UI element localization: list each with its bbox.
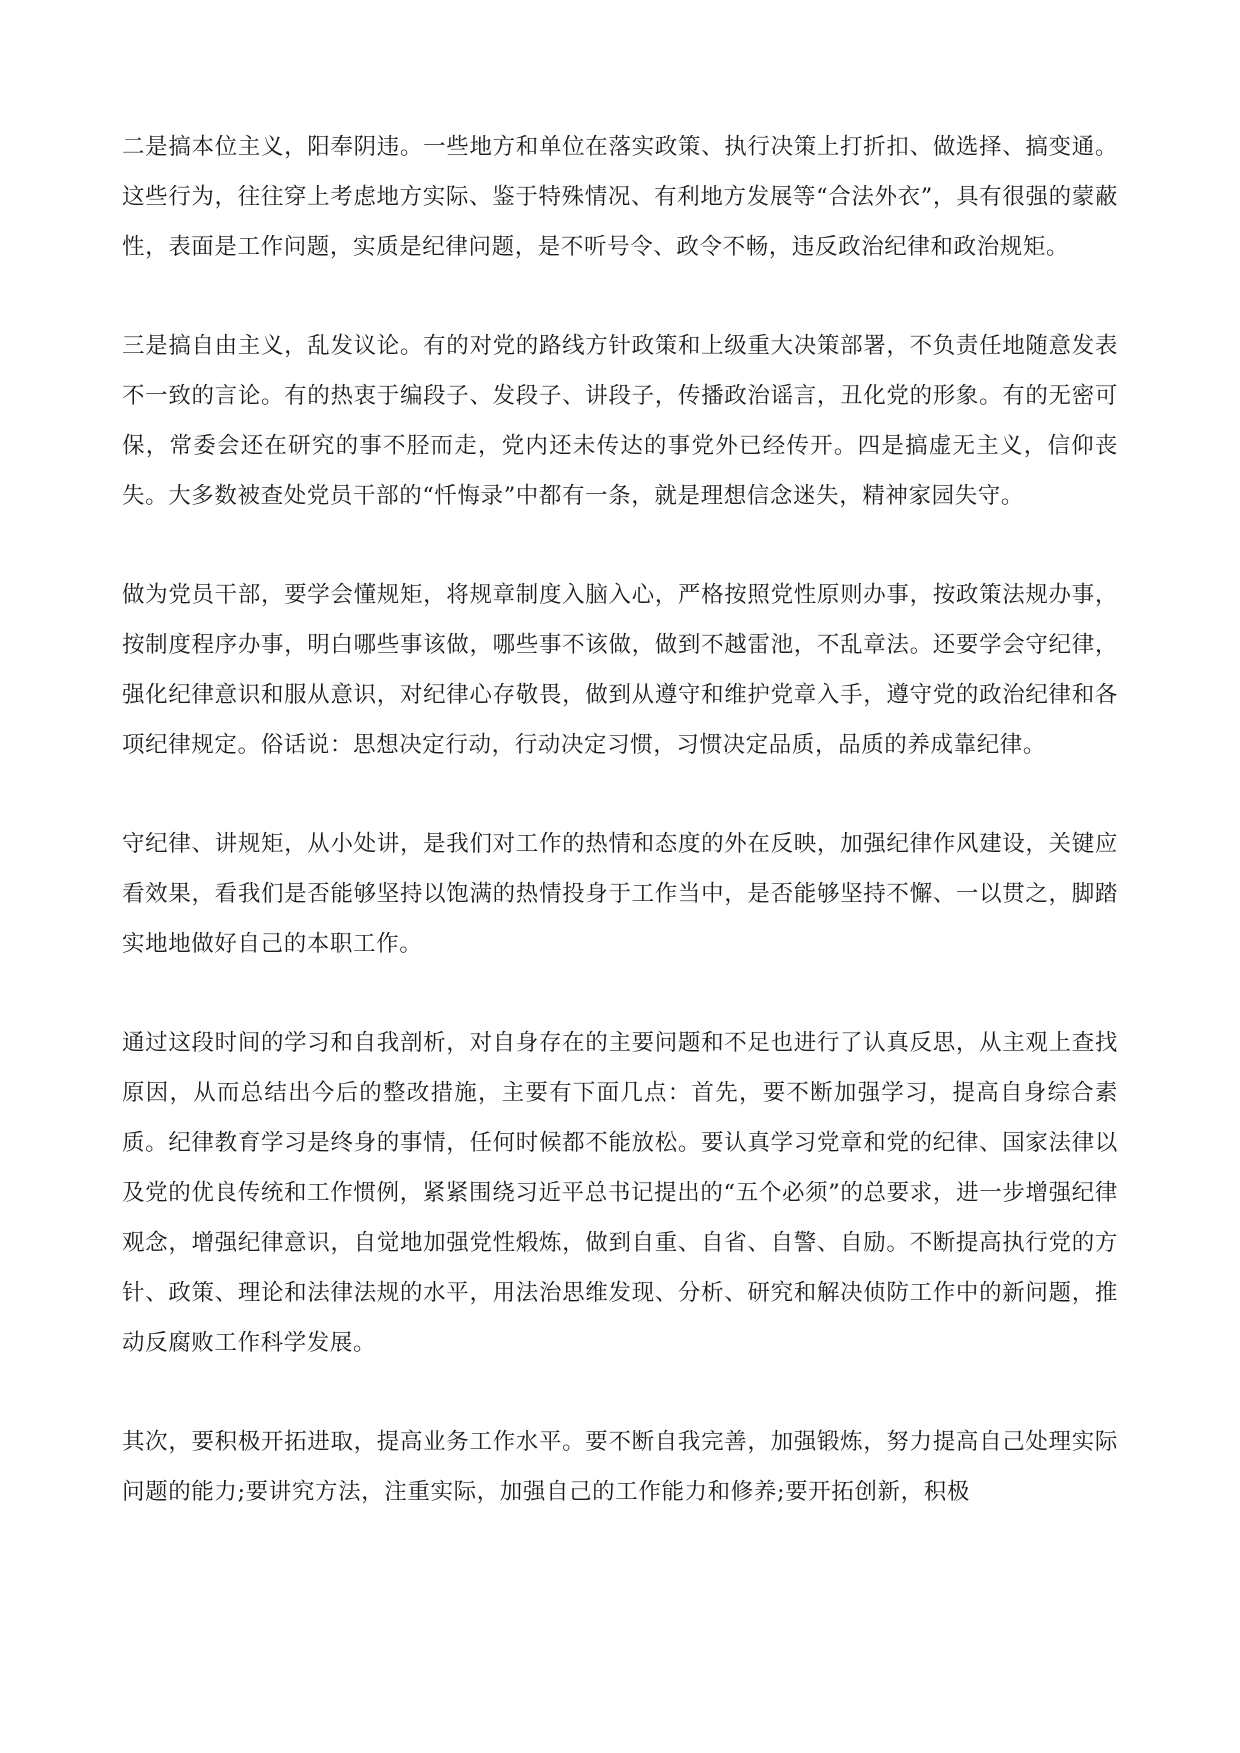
paragraph-5: 通过这段时间的学习和自我剖析，对自身存在的主要问题和不足也进行了认真反思，从主观上查找原因，从而总结出今后的整改措施，主要有下面几点：首先，要不断加强学习，提高自身综合素质。纪律教育学习是终身的事情，任何时候都不能放松。要认真学习党章和党的纪律、国家法律以及党的优良传统和工作惯例，紧紧围绕习近平总书记提出的“五个必须”的总要求，进一步增强纪律观念，增强纪律意识，自觉地加强党性煅炼，做到自重、自省、自警、自励。不断提高执行党的方针、政策、理论和法律法规的水平，用法治思维发现、分析、研究和解决侦防工作中的新问题，推动反腐败工作科学发展。 (122, 1030, 1118, 1356)
paragraph-1: 二是搞本位主义，阳奉阴违。一些地方和单位在落实政策、执行决策上打折扣、做选择、搞变通。这些行为，往往穿上考虑地方实际、鉴于特殊情况、有利地方发展等“合法外衣”，具有很强的蒙蔽性，表面是工作问题，实质是纪律问题，是不听号令、政令不畅，违反政治纪律和政治规矩。 (122, 134, 1118, 260)
paragraph-6: 其次，要积极开拓进取，提高业务工作水平。要不断自我完善，加强锻炼，努力提高自己处理实际问题的能力;要讲究方法，注重实际，加强自己的工作能力和修养;要开拓创新，积极 (122, 1429, 1118, 1505)
paragraph-4: 守纪律、讲规矩，从小处讲，是我们对工作的热情和态度的外在反映，加强纪律作风建设，关键应看效果，看我们是否能够坚持以饱满的热情投身于工作当中，是否能够坚持不懈、一以贯之，脚踏实地地做好自己的本职工作。 (122, 831, 1118, 957)
paragraph-2: 三是搞自由主义，乱发议论。有的对党的路线方针政策和上级重大决策部署，不负责任地随意发表不一致的言论。有的热衷于编段子、发段子、讲段子，传播政治谣言，丑化党的形象。有的无密可保，常委会还在研究的事不胫而走，党内还未传达的事党外已经传开。四是搞虚无主义，信仰丧失。大多数被查处党员干部的“忏悔录”中都有一条，就是理想信念迷失，精神家园失守。 (122, 333, 1118, 509)
paragraph-3: 做为党员干部，要学会懂规矩，将规章制度入脑入心，严格按照党性原则办事，按政策法规办事，按制度程序办事，明白哪些事该做，哪些事不该做，做到不越雷池，不乱章法。还要学会守纪律，强化纪律意识和服从意识，对纪律心存敬畏，做到从遵守和维护党章入手，遵守党的政治纪律和各项纪律规定。俗话说：思想决定行动，行动决定习惯，习惯决定品质，品质的养成靠纪律。 (122, 582, 1118, 758)
